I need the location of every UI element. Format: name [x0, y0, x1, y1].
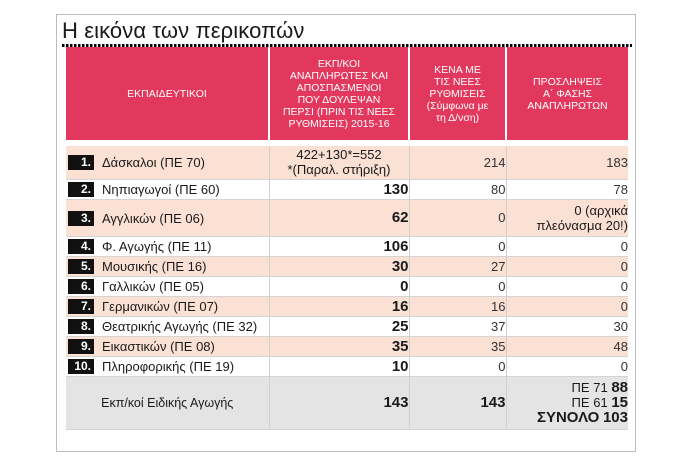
total-label: ΣΥΝΟΛΟ: [536, 409, 600, 426]
cell-value: 80: [491, 181, 506, 197]
cell-value: 78: [613, 181, 628, 197]
row-number: 1.: [68, 155, 94, 170]
header-hirings: [506, 47, 628, 140]
table-row: [66, 276, 628, 296]
cell-value: 106: [383, 237, 409, 255]
cell-value: 0: [620, 358, 628, 374]
cell-value: 143: [383, 394, 409, 411]
header-previous-staff: [269, 47, 409, 140]
figure-title: Η εικόνα των περικοπών: [62, 18, 305, 43]
cell-value: 143: [480, 394, 506, 411]
row-number: 8.: [68, 319, 94, 334]
table-row: [66, 356, 628, 376]
total-value: 103: [602, 409, 628, 426]
subtotal-value: 15: [611, 394, 628, 411]
cell-value: 16: [391, 297, 409, 315]
table-row: [66, 146, 628, 179]
cell-value: 30: [613, 318, 628, 334]
cuts-table: [66, 47, 628, 430]
header-line: ΡΥΘΜΙΣΕΙΣ: [429, 87, 486, 100]
header-line: ΠΟΥ ΔΟΥΛΕΨΑΝ: [297, 93, 381, 106]
cell-value: 0: [620, 298, 628, 314]
cell-value: 0: [620, 258, 628, 274]
row-label: Μουσικής (ΠΕ 16): [102, 259, 207, 275]
row-label: Γαλλικών (ΠΕ 05): [102, 279, 204, 295]
row-label: Νηπιαγωγοί (ΠΕ 60): [102, 182, 220, 198]
special-education-row: [66, 376, 628, 429]
row-label: Εκπ/κοί Ειδικής Αγωγής: [101, 395, 234, 410]
row-label: Γερμανικών (ΠΕ 07): [102, 299, 219, 315]
total-line: [507, 410, 629, 425]
cell-value: 183: [606, 154, 628, 170]
table-row: [66, 236, 628, 256]
cell-value: 0: [498, 358, 506, 374]
header-line: ΑΝΑΠΛΗΡΩΤΩΝ: [527, 99, 608, 112]
table-row: [66, 199, 628, 236]
cell-value: 0: [498, 210, 506, 225]
cell-value: 0: [400, 277, 409, 295]
cell-value: 130: [383, 180, 409, 198]
table-row: [66, 336, 628, 356]
row-label: Πληροφορικής (ΠΕ 19): [102, 359, 235, 375]
row-number: 5.: [68, 259, 94, 274]
cell-note: πλεόνασμα 20!): [536, 217, 628, 233]
subtotal-value: 88: [611, 379, 628, 396]
row-number: 9.: [68, 339, 94, 354]
row-label: Φ. Αγωγής (ΠΕ 11): [102, 239, 212, 255]
header-line: ΚΕΝΑ ΜΕ: [434, 63, 481, 76]
row-label: Αγγλικών (ΠΕ 06): [102, 210, 205, 226]
cell-value: 27: [491, 258, 506, 274]
cell-note: *(Παραλ. στήριξη): [287, 162, 391, 178]
cell-value: 62: [391, 209, 409, 226]
header-line: ΑΠΟΣΠΑΣΜΕΝΟΙ: [296, 81, 382, 94]
row-label: Δάσκαλοι (ΠΕ 70): [102, 155, 205, 171]
cell-value: 214: [483, 154, 506, 170]
cell-value: 0: [620, 238, 628, 254]
header-line: ΡΥΘΜΙΣΕΙΣ) 2015-16: [288, 117, 390, 130]
header-teachers: ΕΚΠΑΙΔΕΥΤΙΚΟΙ: [66, 47, 269, 140]
header-line: ΕΚΠ/ΚΟΙ: [317, 57, 361, 70]
cell-value: 37: [491, 318, 506, 334]
cell-value: 16: [491, 298, 506, 314]
cell-value: 0: [498, 278, 506, 294]
header-line: ΠΡΟΣΛΗΨΕΙΣ: [532, 75, 603, 88]
row-number: 3.: [68, 211, 94, 226]
cell-value: 25: [391, 317, 409, 335]
cell-value: 48: [613, 338, 628, 354]
cell-value: 0: [498, 238, 506, 254]
cell-value: 0: [620, 278, 628, 294]
table-row: [66, 316, 628, 336]
row-number: 4.: [68, 239, 94, 254]
cell-value: 10: [391, 357, 409, 375]
header-line: τη Δ/νση): [435, 111, 480, 124]
row-number: 10.: [68, 359, 94, 374]
cell-value: 0 (αρχικά: [574, 202, 628, 218]
subtotal-line: [507, 395, 629, 410]
table-row: [66, 256, 628, 276]
subtotal-label: ΠΕ 71: [571, 380, 608, 395]
row-number: 6.: [68, 279, 94, 294]
cell-value: 35: [491, 338, 506, 354]
table-row: [66, 179, 628, 199]
cell-value: 35: [391, 337, 409, 355]
subtotal-label: ΠΕ 61: [571, 395, 608, 410]
table-row: [66, 296, 628, 316]
subtotal-line: [507, 380, 629, 395]
row-label: Θεατρικής Αγωγής (ΠΕ 32): [102, 319, 258, 335]
header-line: Α΄ ΦΑΣΗΣ: [542, 87, 593, 100]
header-line: ΑΝΑΠΛΗΡΩΤΕΣ ΚΑΙ: [289, 69, 389, 82]
header-row: [66, 47, 628, 140]
cell-value: 30: [391, 257, 409, 275]
row-label: Εικαστικών (ΠΕ 08): [102, 339, 215, 355]
header-line: ΠΕΡΣΙ (ΠΡΙΝ ΤΙΣ ΝΕΕΣ: [282, 105, 396, 118]
row-number: 2.: [68, 182, 94, 197]
header-line: ΤΙΣ ΝΕΕΣ: [434, 75, 481, 88]
cell-value: 422+130*=552: [296, 147, 382, 163]
header-line: (Σύμφωνα με: [426, 99, 489, 112]
row-number: 7.: [68, 299, 94, 314]
header-vacancies: [409, 47, 506, 140]
